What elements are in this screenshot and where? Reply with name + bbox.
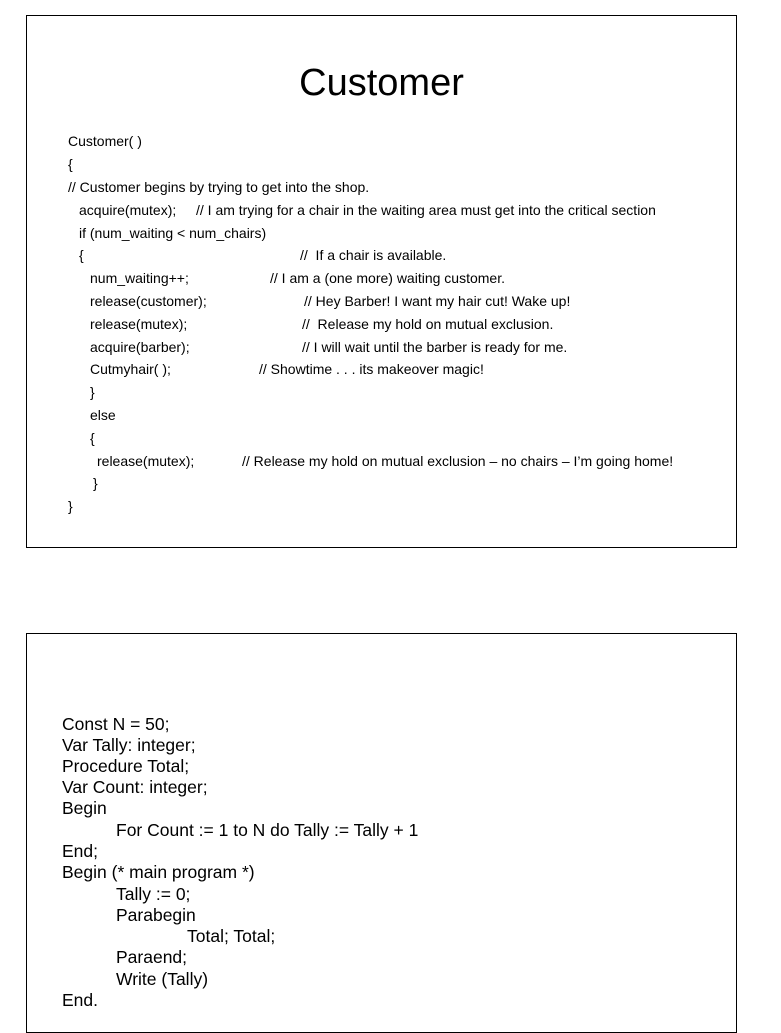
code-line: {: [79, 247, 84, 263]
code-comment: // I will wait until the barber is ready for me.: [302, 339, 568, 355]
program-line: For Count := 1 to N do Tally := Tally + 1: [116, 820, 419, 840]
code-line: Customer( ): [68, 133, 142, 149]
program-line: Total; Total;: [187, 926, 276, 946]
program-line: Paraend;: [116, 947, 188, 967]
code-comment: // Release my hold on mutual exclusion.: [302, 316, 554, 332]
program-line: Procedure Total;: [62, 756, 190, 776]
code-comment-line: // Customer begins by trying to get into the shop.: [68, 179, 370, 195]
code-line: }: [93, 475, 98, 491]
code-comment: // I am trying for a chair in the waiting area must get into the critical section: [196, 202, 656, 218]
code-line: {: [68, 156, 73, 172]
code-line: else: [90, 407, 116, 423]
slide-title: Customer: [299, 62, 464, 104]
program-line: Write (Tally): [116, 969, 209, 989]
code-line: release(customer);: [90, 293, 207, 309]
program-line: End;: [62, 841, 98, 861]
program-line: Begin: [62, 798, 107, 818]
code-line: acquire(mutex);: [79, 202, 177, 218]
program-line: Var Count: integer;: [62, 777, 208, 797]
program-line: End.: [62, 990, 98, 1010]
program-line: Begin (* main program *): [62, 862, 255, 882]
code-line: if (num_waiting < num_chairs): [79, 225, 267, 241]
pascal-program-slide: [26, 633, 737, 1033]
code-line: Cutmyhair( );: [90, 361, 171, 377]
code-comment: // Showtime . . . its makeover magic!: [259, 361, 484, 377]
code-comment: // I am a (one more) waiting customer.: [270, 270, 505, 286]
code-comment: // Release my hold on mutual exclusion – no chairs – I’m going home!: [242, 453, 674, 469]
code-line: release(mutex);: [90, 316, 188, 332]
code-line: {: [90, 430, 95, 446]
code-line: release(mutex);: [97, 453, 195, 469]
code-comment: // If a chair is available.: [300, 247, 447, 263]
code-line: acquire(barber);: [90, 339, 190, 355]
program-line: Const N = 50;: [62, 714, 170, 734]
code-comment: // Hey Barber! I want my hair cut! Wake up!: [304, 293, 571, 309]
code-line: num_waiting++;: [90, 270, 189, 286]
code-line: }: [90, 384, 95, 400]
program-line: Var Tally: integer;: [62, 735, 196, 755]
customer-slide: [26, 15, 737, 548]
program-line: Tally := 0;: [116, 884, 191, 904]
code-line: }: [68, 498, 73, 514]
program-line: Parabegin: [116, 905, 196, 925]
